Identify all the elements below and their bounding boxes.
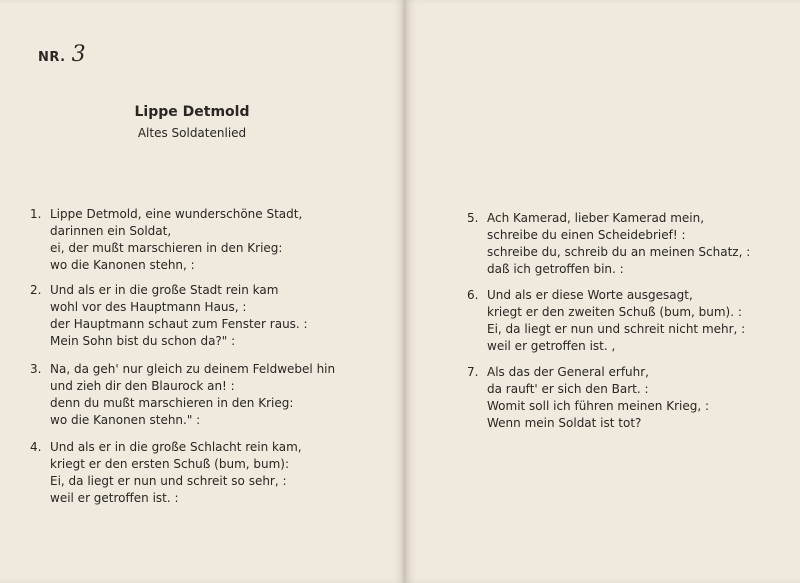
- verse-line: Und als er in die große Stadt rein kam: [50, 283, 279, 297]
- verse-line: Als das der General erfuhr,: [487, 365, 649, 379]
- verse-line: darinnen ein Soldat,: [50, 224, 172, 238]
- verse-line: Und als er diese Worte ausgesagt,: [487, 288, 693, 302]
- verse-5: [467, 210, 751, 278]
- verse-line: daß ich getroffen bin. :: [487, 262, 624, 276]
- verse-line: weil er getroffen ist. ,: [487, 339, 616, 353]
- verse-line: Mein Sohn bist du schon da?" :: [50, 334, 236, 348]
- verse-1: [30, 206, 303, 274]
- verse-number: 4.: [30, 440, 42, 454]
- song-title: Lippe Detmold: [134, 104, 250, 120]
- verse-line: der Hauptmann schaut zum Fenster raus. :: [50, 317, 308, 331]
- verse-3: [30, 361, 336, 429]
- verse-line: und zieh dir den Blaurock an! :: [50, 379, 235, 393]
- verse-7: [467, 364, 710, 432]
- verse-line: wohl vor des Hauptmann Haus, :: [50, 300, 247, 314]
- verse-line: schreibe du einen Scheidebrief! :: [487, 228, 686, 242]
- verse-line: Lippe Detmold, eine wunderschöne Stadt,: [50, 207, 303, 221]
- verse-line: schreibe du, schreib du an meinen Schatz, :: [487, 245, 751, 259]
- verse-line: kriegt er den zweiten Schuß (bum, bum). :: [487, 305, 742, 319]
- verse-line: Womit soll ich führen meinen Krieg, :: [487, 399, 710, 413]
- verse-number: 2.: [30, 283, 42, 297]
- song-number-label: NR.: [38, 50, 66, 65]
- verse-line: wo die Kanonen stehn." :: [50, 413, 201, 427]
- verse-number: 7.: [467, 365, 479, 379]
- verse-line: da rauft' er sich den Bart. :: [487, 382, 649, 396]
- verse-6: [467, 287, 746, 355]
- verse-line: ei, der mußt marschieren in den Krieg:: [50, 241, 283, 255]
- verse-number: 1.: [30, 207, 42, 221]
- verse-line: Ei, da liegt er nun und schreit nicht mehr, :: [487, 322, 746, 336]
- verse-number: 6.: [467, 288, 479, 302]
- verse-line: denn du mußt marschieren in den Krieg:: [50, 396, 294, 410]
- verse-line: Wenn mein Soldat ist tot?: [487, 416, 642, 430]
- verse-4: [30, 439, 302, 507]
- verse-line: wo die Kanonen stehn, :: [50, 258, 195, 272]
- verse-number: 3.: [30, 362, 42, 376]
- verse-line: Und als er in die große Schlacht rein kam,: [50, 440, 302, 454]
- verse-line: kriegt er den ersten Schuß (bum, bum):: [50, 457, 290, 471]
- song-subtitle: Altes Soldatenlied: [137, 126, 247, 140]
- verse-line: Ach Kamerad, lieber Kamerad mein,: [487, 211, 705, 225]
- verse-2: [30, 282, 308, 350]
- verse-line: Ei, da liegt er nun und schreit so sehr, :: [50, 474, 287, 488]
- verse-line: Na, da geh' nur gleich zu deinem Feldwebel hin: [50, 362, 336, 376]
- song-number: [38, 42, 86, 67]
- verse-number: 5.: [467, 211, 479, 225]
- verse-line: weil er getroffen ist. :: [50, 491, 179, 505]
- song-number-value: 3: [71, 42, 87, 67]
